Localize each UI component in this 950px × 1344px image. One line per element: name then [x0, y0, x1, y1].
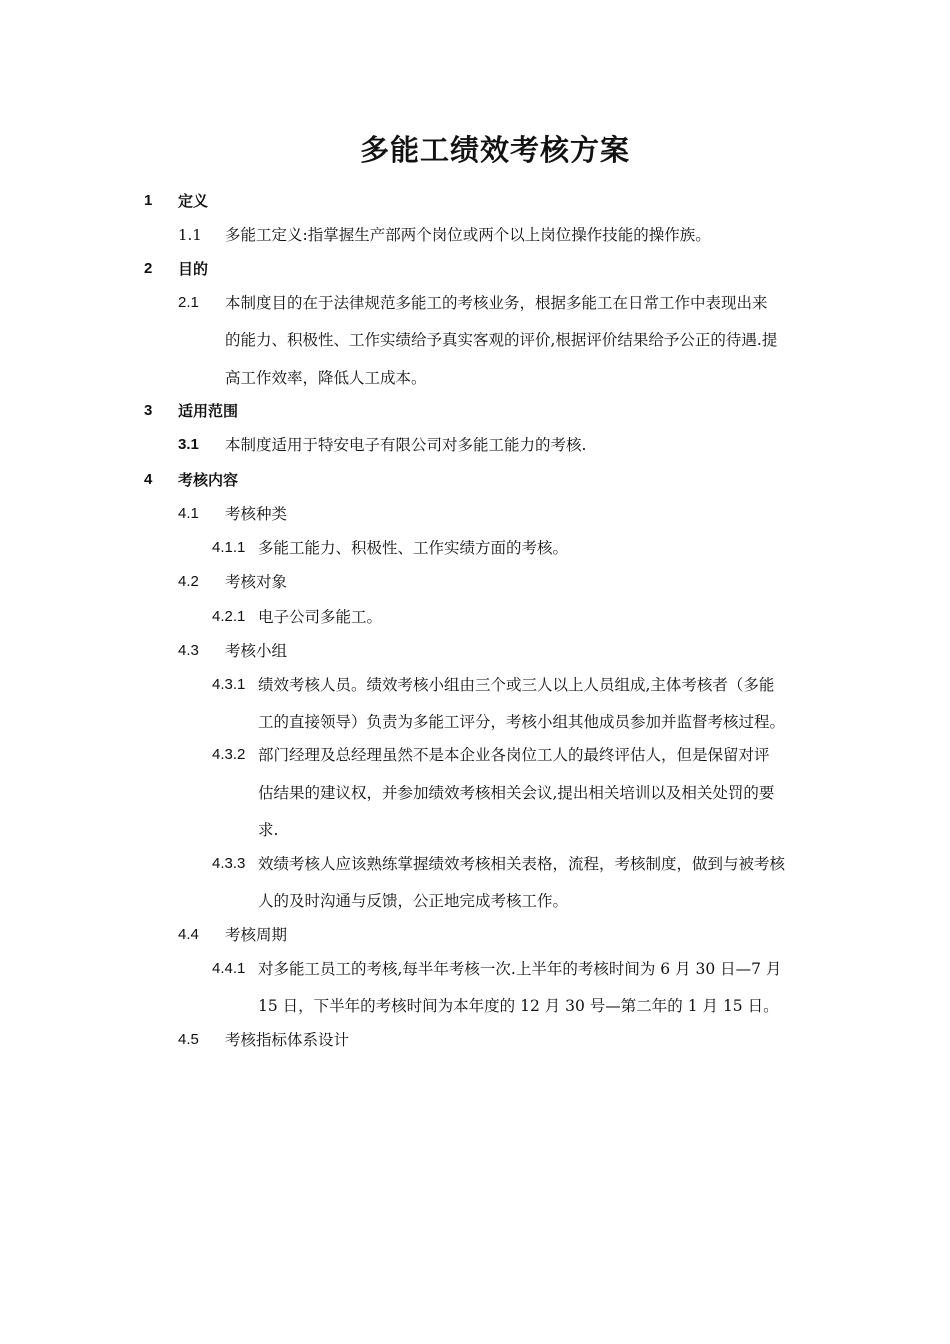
- section-1-heading: 定义: [178, 192, 209, 210]
- clause-4-1-text: 考核种类: [225, 505, 288, 523]
- clause-3-1-number: 3.1: [178, 436, 199, 453]
- clause-4-4-1-line-2: 15 日，下半年的考核时间为本年度的 12 月 30 号—第二年的 1 月 15 日。: [258, 997, 779, 1015]
- clause-4-4-text: 考核周期: [225, 926, 288, 944]
- clause-4-1-1-number: 4.1.1: [212, 539, 246, 556]
- clause-4-3-2-number: 4.3.2: [212, 746, 246, 763]
- clause-4-3-text: 考核小组: [225, 642, 288, 660]
- section-3-heading: 适用范围: [178, 402, 239, 420]
- section-1-number: 1: [144, 192, 153, 209]
- clause-1-1-text: 多能工定义:指掌握生产部两个岗位或两个以上岗位操作技能的操作族。: [225, 226, 711, 244]
- clause-4-4-number: 4.4: [178, 926, 199, 943]
- clause-4-4-1-line-1: 对多能工员工的考核,每半年考核一次.上半年的考核时间为 6 月 30 日—7 月: [258, 960, 782, 978]
- clause-4-4-1-number: 4.4.1: [212, 960, 246, 977]
- document-title: 多能工绩效考核方案: [359, 133, 630, 167]
- clause-4-3-1-line-1: 绩效考核人员。绩效考核小组由三个或三人以上人员组成,主体考核者（多能: [258, 676, 775, 694]
- clause-4-3-3-number: 4.3.3: [212, 855, 246, 872]
- clause-4-3-2-line-3: 求.: [258, 821, 279, 839]
- clause-2-1-number: 2.1: [178, 294, 199, 311]
- clause-2-1-line-1: 本制度目的在于法律规范多能工的考核业务，根据多能工在日常工作中表现出来: [225, 294, 768, 312]
- clause-4-3-2-line-1: 部门经理及总经理虽然不是本企业各岗位工人的最终评估人，但是保留对评: [258, 746, 770, 764]
- clause-4-3-3-line-1: 效绩考核人应该熟练掌握绩效考核相关表格，流程，考核制度，做到与被考核: [258, 855, 786, 873]
- clause-4-2-1-text: 电子公司多能工。: [258, 608, 383, 626]
- clause-4-3-1-line-2: 工的直接领导）负责为多能工评分，考核小组其他成员参加并监督考核过程。: [258, 713, 786, 731]
- clause-4-3-1-number: 4.3.1: [212, 676, 246, 693]
- clause-4-2-number: 4.2: [178, 573, 199, 590]
- clause-4-2-text: 考核对象: [225, 573, 288, 591]
- section-4-heading: 考核内容: [178, 471, 239, 489]
- section-4-number: 4: [144, 471, 153, 488]
- clause-4-5-text: 考核指标体系设计: [225, 1031, 350, 1049]
- clause-3-1-text: 本制度适用于特安电子有限公司对多能工能力的考核.: [225, 436, 587, 454]
- clause-4-3-3-line-2: 人的及时沟通与反馈，公正地完成考核工作。: [258, 892, 569, 910]
- section-2-heading: 目的: [178, 260, 209, 278]
- clause-4-5-number: 4.5: [178, 1031, 199, 1048]
- section-2-number: 2: [144, 260, 153, 277]
- clause-4-1-1-text: 多能工能力、积极性、工作实绩方面的考核。: [258, 539, 569, 557]
- clause-1-1-number: 1.1: [178, 226, 202, 244]
- clause-4-3-2-line-2: 估结果的建议权，并参加绩效考核相关会议,提出相关培训以及相关处罚的要: [258, 784, 775, 802]
- section-3-number: 3: [144, 402, 153, 419]
- clause-4-2-1-number: 4.2.1: [212, 608, 246, 625]
- clause-4-3-number: 4.3: [178, 642, 199, 659]
- clause-4-1-number: 4.1: [178, 505, 199, 522]
- clause-2-1-line-3: 高工作效率，降低人工成本。: [225, 369, 427, 387]
- clause-2-1-line-2: 的能力、积极性、工作实绩给予真实客观的评价,根据评价结果给予公正的待遇.提: [225, 331, 778, 349]
